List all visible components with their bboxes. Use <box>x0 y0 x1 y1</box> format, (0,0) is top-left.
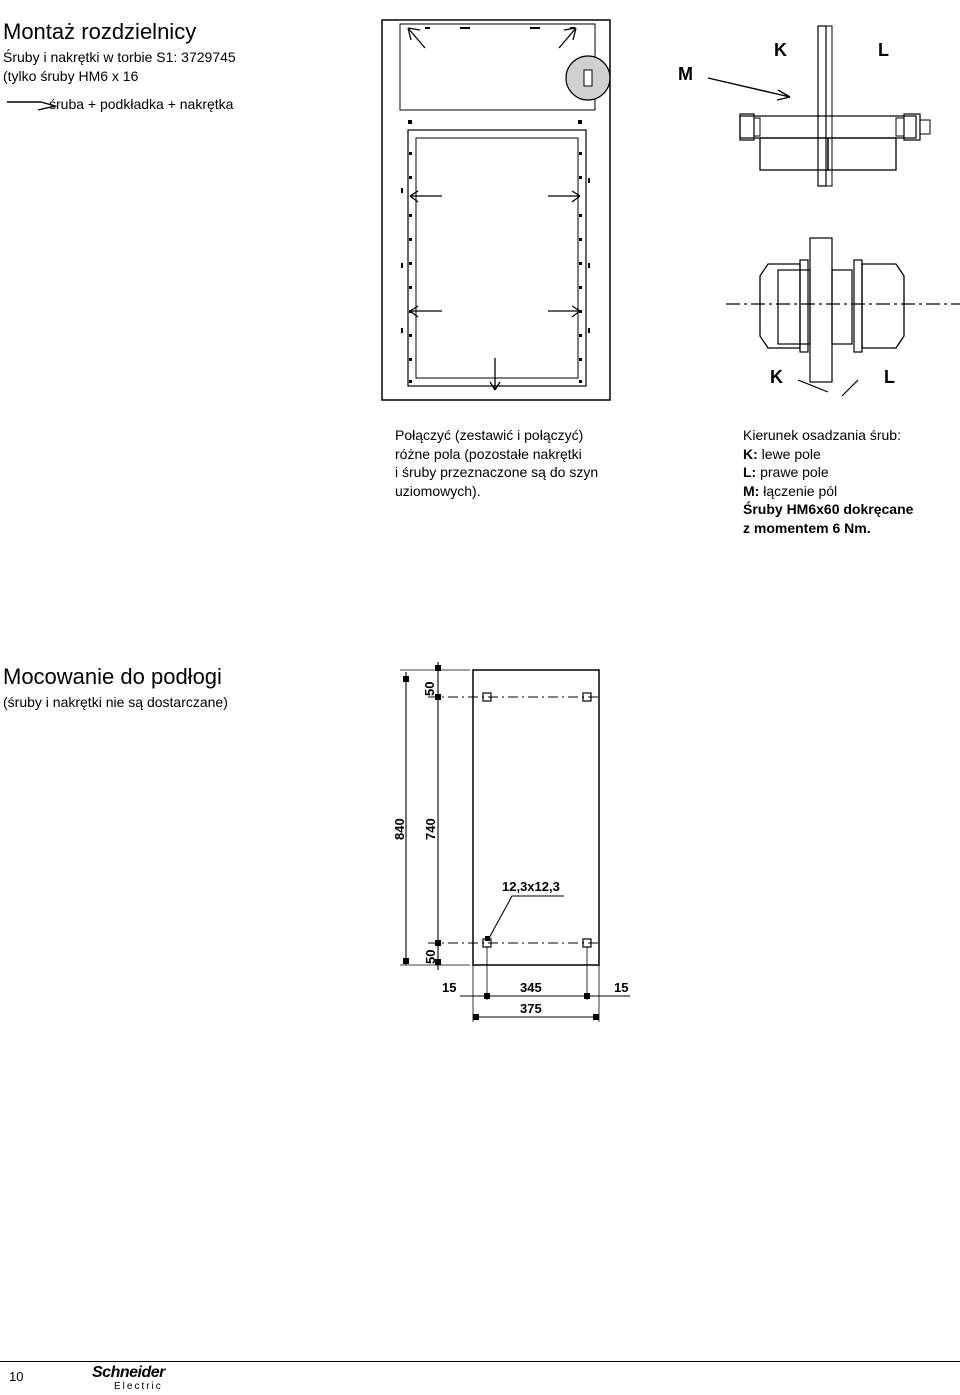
arrow-legend-text: śruba + podkładka + nakrętka <box>49 96 234 112</box>
caption-right-heading: Kierunek osadzania śrub: <box>743 427 901 443</box>
legend-k-key: K: <box>743 445 758 462</box>
dim-345: 345 <box>520 980 542 995</box>
dim-740: 740 <box>423 818 438 840</box>
label-l-top: L <box>878 40 889 60</box>
dim-50-bottom: 50 <box>423 949 438 964</box>
bag-line: Śruby i nakrętki w torbie S1: 3729745 <box>3 49 236 65</box>
page-number: 10 <box>9 1369 24 1384</box>
torque-note-line2: z momentem 6 Nm. <box>743 519 871 536</box>
label-k-top: K <box>774 40 787 60</box>
legend-m <box>743 482 913 501</box>
section-subtitle-floor: (śruby i nakrętki nie są dostarczane) <box>3 694 228 710</box>
brand-sub: Electric <box>114 1381 163 1392</box>
dim-15-right: 15 <box>614 980 629 995</box>
legend-l <box>743 463 913 482</box>
bolt-detail-drawing <box>678 20 960 400</box>
legend-k <box>743 445 913 464</box>
footer-rule <box>0 1361 960 1362</box>
caption-left <box>395 426 598 500</box>
floor-plan-drawing <box>380 660 650 1030</box>
section-title-floor: Mocowanie do podłogi <box>3 664 222 689</box>
legend-l-key: L: <box>743 464 757 480</box>
cabinet-front-drawing <box>380 18 620 404</box>
dim-375: 375 <box>520 1001 542 1016</box>
dim-50-top: 50 <box>422 681 437 696</box>
dim-840: 840 <box>392 818 407 840</box>
dim-15-left: 15 <box>442 980 457 995</box>
legend-k-text: lewe pole <box>761 445 821 462</box>
bolt-line: (tylko śruby HM6 x 16 <box>3 68 139 84</box>
schneider-logo <box>92 1365 165 1392</box>
caption-left-line: różne pola (pozostałe nakrętki <box>395 445 582 462</box>
label-m: M <box>678 64 693 84</box>
legend-m-key: M: <box>743 482 760 499</box>
caption-left-line: uziomowych). <box>395 482 481 499</box>
torque-note-line1: Śruby HM6x60 dokręcane <box>743 501 914 517</box>
caption-left-line: Połączyć (zestawić i połączyć) <box>395 427 584 443</box>
section-title-assembly: Montaż rozdzielnicy <box>3 19 197 44</box>
bag-info <box>3 48 236 86</box>
caption-left-line: i śruby przeznaczone są do szyn <box>395 464 599 480</box>
label-k-bottom: K <box>770 367 783 387</box>
caption-right <box>743 426 913 537</box>
dim-hole-size: 12,3x12,3 <box>502 879 560 894</box>
legend-m-text: łączenie pól <box>763 482 838 499</box>
legend-l-text: prawe pole <box>760 464 829 480</box>
label-l-bottom: L <box>884 367 895 387</box>
brand-name: Schneider <box>92 1364 165 1381</box>
